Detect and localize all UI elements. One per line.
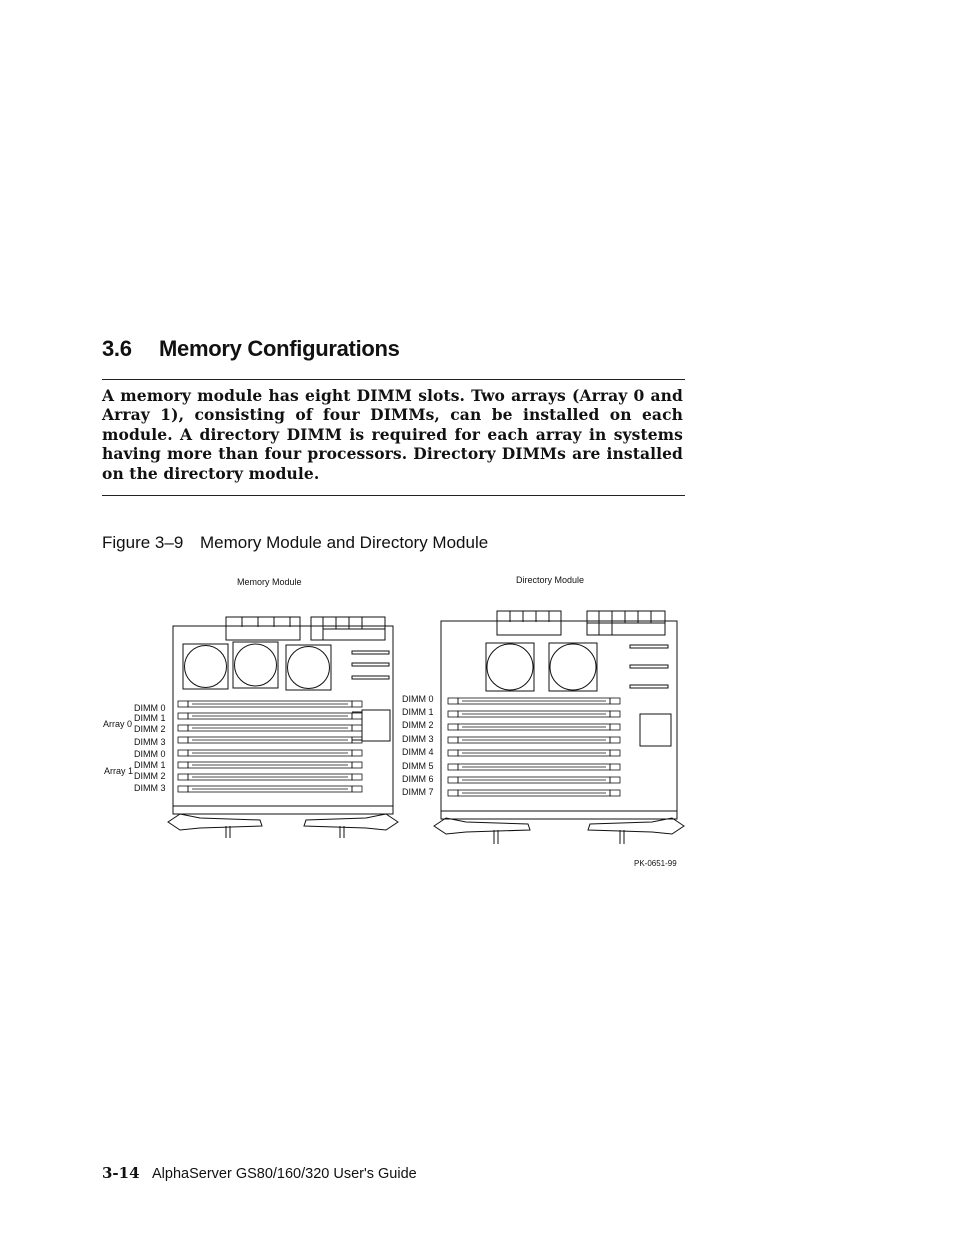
dimm-slot-latch-left [448, 790, 458, 796]
dimm-label: DIMM 3 [402, 734, 434, 744]
figure-caption [102, 533, 488, 553]
dimm-slot-latch-right [352, 786, 362, 792]
dimm-slot-latch-left [448, 777, 458, 783]
dimm-slot-latch-left [448, 764, 458, 770]
dimm-slot-latch-right [352, 737, 362, 743]
dimm-slot-latch-left [178, 774, 188, 780]
directory-module-label: Directory Module [516, 575, 585, 585]
dimm-slot [458, 777, 610, 783]
directory-dimm-slots [448, 698, 620, 796]
dimm-slot [458, 737, 610, 743]
dimm-slot-latch-right [352, 750, 362, 756]
figure-code: PK-0651-99 [634, 859, 677, 868]
memory-ejectors [168, 814, 398, 838]
dimm-label: DIMM 2 [402, 720, 434, 730]
dimm-label: DIMM 0 [134, 703, 166, 713]
dimm-slot-latch-right [610, 737, 620, 743]
dimm-slot [188, 725, 352, 731]
dimm-slot [458, 790, 610, 796]
figure-number: Figure 3–9 [102, 533, 184, 552]
dimm-slot-latch-left [448, 711, 458, 717]
array-label: Array 0 [103, 719, 133, 729]
dimm-label: DIMM 7 [402, 787, 434, 797]
dimm-slot [188, 713, 352, 719]
dimm-slot-latch-left [448, 724, 458, 730]
dimm-slot-latch-left [178, 737, 188, 743]
bottom-rule [102, 495, 685, 496]
book-title: AlphaServer GS80/160/320 User's Guide [152, 1166, 417, 1182]
dimm-label: DIMM 6 [402, 774, 434, 784]
dimm-slot [458, 698, 610, 704]
intro-paragraph: A memory module has eight DIMM slots. Two arrays (Array 0 and Array 1), consisting of four DIMMs, can be installed on each module. A directory DIMM is required for each array in systems having more than four processors. Directory DIMMs are installed on the directory module. [102, 386, 683, 483]
memory-module-board [173, 617, 393, 814]
directory-ejectors [434, 818, 684, 844]
dimm-label: DIMM 2 [134, 771, 166, 781]
dimm-slot-latch-left [448, 737, 458, 743]
dimm-slot-latch-left [178, 701, 188, 707]
dimm-label: DIMM 1 [134, 713, 166, 723]
dimm-label: DIMM 3 [134, 737, 166, 747]
directory-dimm-labels [402, 694, 434, 797]
dimm-label: DIMM 3 [134, 783, 166, 793]
figure-title: Memory Module and Directory Module [200, 533, 489, 552]
dimm-slot [458, 724, 610, 730]
section-number: 3.6 [102, 336, 132, 361]
directory-module-board [441, 611, 677, 819]
dimm-slot-latch-left [448, 750, 458, 756]
dimm-slot-latch-right [610, 724, 620, 730]
dimm-slot-latch-left [178, 713, 188, 719]
dimm-slot [188, 750, 352, 756]
page-number: 3-14 [102, 1164, 140, 1182]
dimm-slot [458, 711, 610, 717]
dimm-slot-latch-right [352, 774, 362, 780]
dimm-label: DIMM 0 [134, 749, 166, 759]
dimm-label: DIMM 5 [402, 761, 434, 771]
dimm-slot-latch-right [610, 764, 620, 770]
top-rule [102, 379, 685, 380]
dimm-slot-latch-right [352, 762, 362, 768]
dimm-slot-latch-right [610, 750, 620, 756]
dimm-slot-latch-right [352, 725, 362, 731]
dimm-slot-latch-left [178, 725, 188, 731]
page-footer [102, 1164, 417, 1182]
dimm-label: DIMM 4 [402, 747, 434, 757]
dimm-slot-latch-right [610, 711, 620, 717]
dimm-slot [188, 774, 352, 780]
dimm-slot [188, 762, 352, 768]
memory-dimm-slots [178, 701, 362, 792]
dimm-slot-latch-right [352, 713, 362, 719]
dimm-slot [458, 750, 610, 756]
memory-module-label: Memory Module [237, 577, 302, 587]
dimm-slot [188, 737, 352, 743]
memory-array-labels [103, 719, 133, 776]
dimm-slot-latch-left [178, 750, 188, 756]
section-heading [102, 336, 400, 362]
dimm-label: DIMM 1 [402, 707, 434, 717]
dimm-slot [188, 701, 352, 707]
dimm-slot-latch-left [178, 786, 188, 792]
dimm-slot-latch-left [178, 762, 188, 768]
dimm-slot-latch-right [610, 790, 620, 796]
memory-dimm-labels [134, 703, 166, 793]
dimm-label: DIMM 2 [134, 724, 166, 734]
dimm-slot-latch-right [610, 777, 620, 783]
dimm-slot [458, 764, 610, 770]
dimm-slot-latch-right [610, 698, 620, 704]
array-label: Array 1 [104, 766, 134, 776]
dimm-slot-latch-left [448, 698, 458, 704]
dimm-label: DIMM 1 [134, 760, 166, 770]
dimm-label: DIMM 0 [402, 694, 434, 704]
dimm-slot-latch-right [352, 701, 362, 707]
dimm-slot [188, 786, 352, 792]
section-title: Memory Configurations [159, 336, 400, 361]
